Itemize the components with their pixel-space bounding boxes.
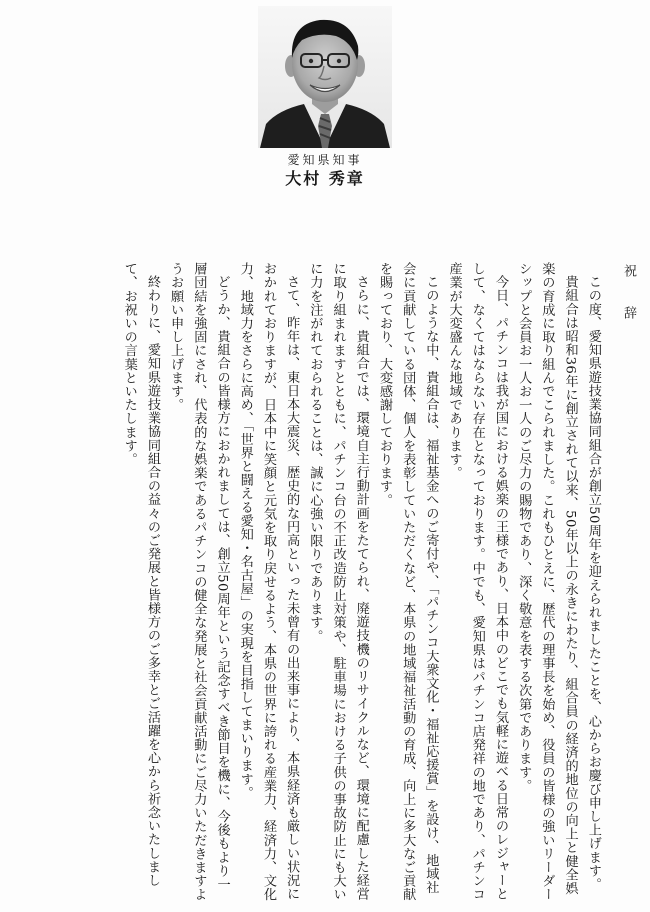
message-paragraph-7: どうか、貴組合の皆様方におかれましては、創立50周年という記念すべき節目を機に、今後もより一層団結を強固にされ、代表的な娯楽であるパチンコの健全な発展と社会貢献活動にご尽力いただきますようお願い申し上げます。 [168, 262, 230, 902]
message-paragraph-5: さらに、貴組合では、環境自主行動計画をたてられ、廃遊技機のリサイクルなど、環境に配慮した経営に取り組まれますとともに、パチンコ台の不正改造防止対策や、駐車場における子供の事故防止にも大いに力を注がれておられることは、誠に心強い限りであります。 [307, 262, 369, 902]
portrait-photo-icon [258, 6, 392, 148]
message-paragraph-2: 貴組合は昭和36年に創立されて以来、50年以上の永きにわたり、組合員の経済的地位の向上と健全娯楽の育成に取り組んでこられました。これもひとえに、歴代の理事長を始め、役員の皆様の強いリーダーシップと会員お一人お一人のご尽力の賜物であり、深く敬意を表する次第であります。 [516, 262, 578, 902]
message-paragraph-4: このような中、貴組合は、福祉基金へのご寄付や、「パチンコ大衆文化・福祉応援賞」を設け、地域社会に貢献している団体、個人を表彰していただくなど、本県の地域福祉活動の育成、向上に多大なご貢献を賜っており、大変感謝しております。 [376, 262, 439, 902]
governor-portrait [258, 6, 392, 148]
message-paragraph-6: さて、昨年は、東日本大震災、歴史的な円高といった未曾有の出来事により、本県経済も厳しい状況におかれておりますが、日本中に笑顔と元気を取り戻せるよう、本県の世界に誇れる産業力、経済力、文化力、地域力をさらに高め、「世界と闘える愛知・名古屋」の実現を目指してまいります。 [237, 262, 300, 902]
message-paragraph-8: 終わりに、愛知県遊技業協同組合の益々のご発展と皆様方のご多幸とご活躍を心から祈念いたしまして、お祝いの言葉といたします。 [121, 262, 160, 888]
portrait-caption [250, 152, 400, 190]
congratulatory-message [18, 262, 640, 902]
message-paragraph-3: 今日、パチンコは我が国における娯楽の王様であり、日本中のどこでも気軽に遊べる日常のレジャーとして、なくてはならない存在となっております。中でも、愛知県はパチンコ店発祥の地であり、パチンコ産業が大変盛んな地域であります。 [446, 262, 508, 902]
author-name: 大村 秀章 [285, 169, 365, 188]
message-heading: 祝 辞 [621, 264, 636, 327]
author-title: 愛知県知事 [287, 153, 363, 167]
message-paragraph-1: この度、愛知県遊技業協同組合が創立50周年を迎えられましたことを、心からお慶び申し上げます。 [585, 275, 601, 892]
